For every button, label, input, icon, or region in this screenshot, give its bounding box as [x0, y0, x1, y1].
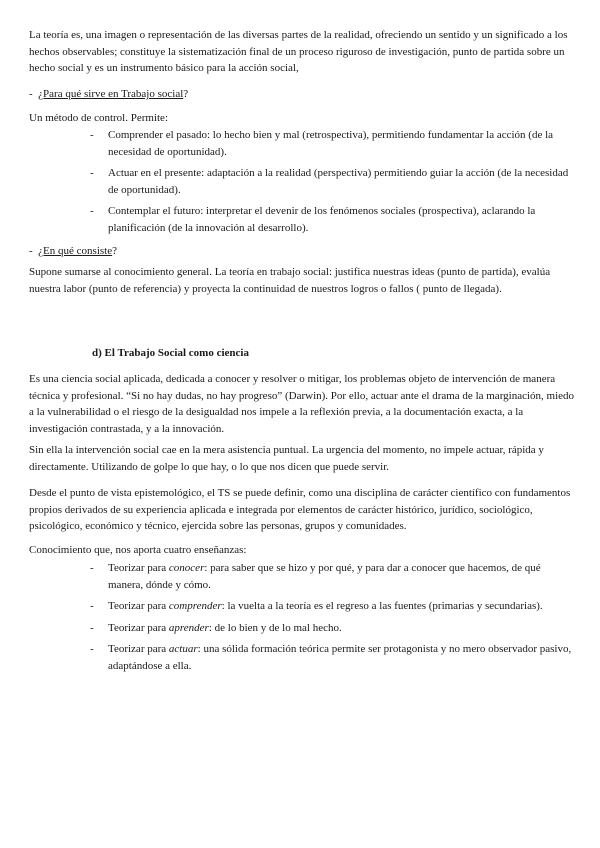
teachings-lead: Conocimiento que, nos aporta cuatro enseñanzas: — [29, 544, 247, 556]
list-item — [90, 127, 576, 160]
list-item — [90, 560, 576, 593]
consists-answer: Supone sumarse al conocimiento general. La teoría en trabajo social: justifica nuestras ideas (punto de partida), evalúa nuestra labor (punto de referencia) y proyecta la continuidad de nuestros logros o fallos ( punto de llegada). — [29, 266, 551, 295]
teaching-verb: comprender — [168, 600, 222, 612]
question-mark: ? — [112, 245, 117, 257]
science-paragraph-1: Es una ciencia social aplicada, dedicada a conocer y resolver o mitigar, los problemas objeto de intervención de manera técnica y profesional. “Si no hay dudas, no hay progreso” (Darwin). Por ello, actuar ante el drama de la marginación, miedo a la vulnerabilidad o el riesgo de la desigualdad nos impele a la reflexión previa, a la documentación exacta, a la investigación contrastada, y a la innovación. — [29, 373, 575, 435]
teaching-text: : la vuelta a la teoría es el regreso a las fuentes (primarias y secundarias). — [221, 600, 543, 612]
list-dash: - — [90, 129, 94, 141]
teaching-prefix: Teorizar para — [108, 621, 169, 634]
list-dash: - — [90, 621, 94, 634]
teaching-text: : de lo bien y de lo mal hecho. — [208, 621, 342, 634]
list-dash: - — [90, 205, 94, 217]
science-paragraph-2: Sin ella la intervención social cae en la mera asistencia puntual. La urgencia del momento, no impele actuar, rápida y directamente. Utilizando de golpe lo que hay, o lo que nos dicen que puede servir. — [29, 444, 544, 473]
list-item — [90, 598, 576, 615]
science-paragraph-3: Desde el punto de vista epistemológico, el TS se puede definir, como una disciplina de carácter científico con fundamentos propios derivados de su experiencia aplicada e integrada por elementos de carácter histórico, jurídico, sociológico, psicológico, económico y técnico, ejercida sobre las personas, grupos y comunidades. — [29, 487, 571, 532]
teaching-prefix: Teorizar para — [108, 643, 169, 655]
teachings-list — [90, 560, 576, 679]
teaching-verb: actuar — [168, 643, 198, 655]
list-item — [90, 203, 576, 236]
list-item — [90, 641, 576, 674]
purpose-list — [90, 127, 576, 241]
teaching-text: : para saber que se hizo y por qué, y para dar a conocer que hacemos, de qué manera, dónde y cómo. — [108, 562, 541, 591]
teaching-prefix: Teorizar para — [108, 600, 169, 612]
list-item-text: Actuar en el presente: adaptación a la realidad (perspectiva) permitiendo guiar la acción (de la necesidad de oportunidad). — [108, 167, 569, 196]
teaching-verb: aprender — [168, 621, 209, 634]
list-dash: - — [90, 562, 94, 574]
list-item-text: Comprender el pasado: lo hecho bien y mal (retrospectiva), permitiendo fundamentar la acción (de la necesidad de oportunidad). — [108, 129, 554, 158]
teaching-text: : una sólida formación teórica permite ser protagonista y no mero observador pasivo, adaptándose a ella. — [108, 643, 572, 672]
question-dash: - — [29, 245, 33, 257]
list-item-text: Contemplar el futuro: interpretar el devenir de los fenómenos sociales (prospectiva), aclarando la planificación (de la innovación al desarrollo). — [108, 205, 536, 234]
teaching-prefix: Teorizar para — [108, 562, 169, 574]
list-item — [90, 165, 576, 198]
section-heading: d) El Trabajo Social como ciencia — [92, 347, 249, 359]
question-label: ¿En qué consiste — [38, 245, 113, 257]
question-dash: - — [29, 88, 33, 100]
list-item — [90, 620, 576, 637]
list-dash: - — [90, 643, 94, 655]
intro-paragraph: La teoría es, una imagen o representación de las diversas partes de la realidad, ofreciendo un sentido y un significado a los hechos observables; constituye la sistematización final de un proceso riguroso de investigación, punto de partida sobre un hecho social y es un instrumento básico para la acción social, — [29, 29, 568, 74]
list-dash: - — [90, 167, 94, 179]
question-mark: ? — [183, 88, 189, 100]
teaching-verb: conocer — [168, 562, 205, 574]
question-label: ¿Para qué sirve en Trabajo social — [38, 88, 184, 100]
purpose-lead: Un método de control. Permite: — [29, 112, 168, 124]
list-dash: - — [90, 600, 94, 612]
question-consists — [29, 243, 117, 259]
question-purpose — [29, 86, 188, 102]
